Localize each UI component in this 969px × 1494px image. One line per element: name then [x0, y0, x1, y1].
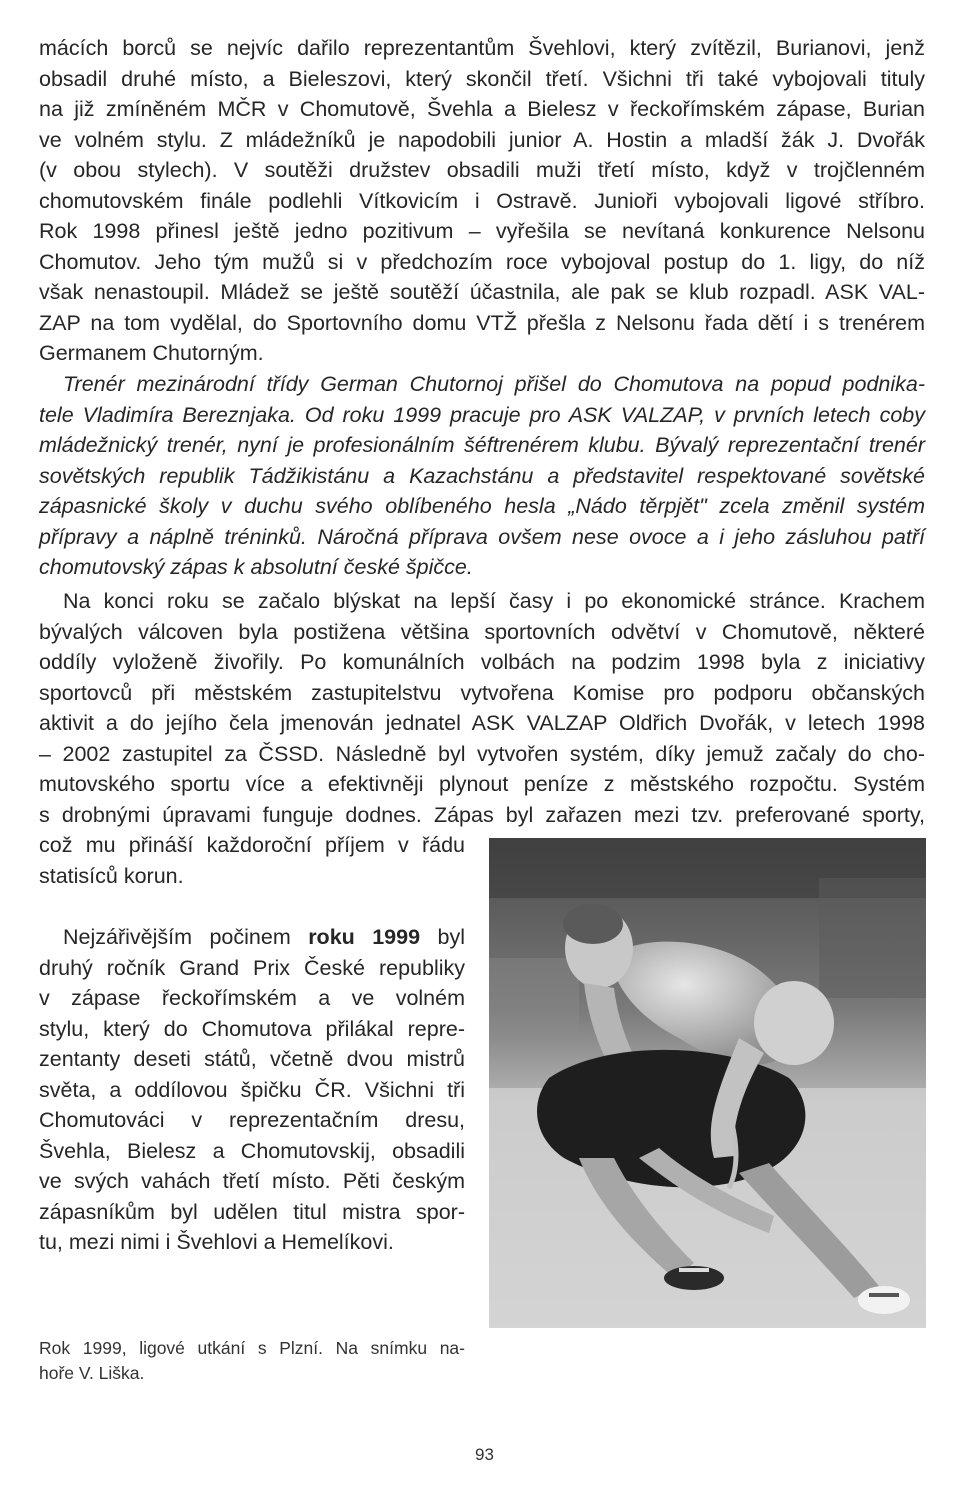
text-line: přípravy a náplně tréninků. Náročná příprava ovšem nese ovoce a i jeho zásluhou patří	[39, 524, 925, 549]
text-line: Švehla, Bielesz a Chomutovskij, obsadili	[39, 1138, 465, 1163]
text-line: oddíly vyloženě živořily. Po komunálních volbách na podzim 1998 byla z iniciativy	[39, 650, 925, 674]
text-line: v zápase řeckořímském a ve volném	[39, 986, 465, 1010]
text-line: Chomutov. Jeho tým mužů si v předchozím roce vybojoval postup do 1. ligy, do níž	[39, 249, 925, 274]
text-line: zápasnické školy v duchu svého oblíbeného hesla „Nádo těrpjět" zcela změnil systém	[39, 494, 925, 518]
text-line: na již zmíněném MČR v Chomutově, Švehla a Bielesz v řeckořímském zápase, Burian	[39, 97, 925, 121]
wrestling-photo	[489, 838, 926, 1328]
paragraph-1	[39, 33, 925, 369]
text-run: Nejzářivějším počinem	[63, 925, 309, 949]
text-line: tele Vladimíra Bereznjaka. Od roku 1999 pracuje pro ASK VALZAP, v prvních letech coby	[39, 402, 925, 427]
text-line: druhý ročník Grand Prix České republiky	[39, 955, 465, 980]
text-line: mutovského sportu více a efektivněji plynout peníze z městského rozpočtu. Systém	[39, 772, 925, 796]
text-line: což mu přináší každoroční příjem v řádu	[39, 833, 465, 857]
text-line: s drobnými úpravami funguje dodnes. Zápas byl zařazen mezi tzv. preferované sporty,	[39, 802, 925, 827]
text-line: bývalých válcoven byla postižena většina sportovních odvětví v Chomutově, některé	[39, 619, 925, 644]
text-line: tu, mezi nimi i Švehlovi a Hemelíkovi.	[39, 1230, 394, 1254]
caption-line: hoře V. Liška.	[39, 1363, 145, 1383]
text-line: – 2002 zastupitel za ČSSD. Následně byl vytvořen systém, díky jemuž začaly do cho-	[39, 741, 925, 766]
text-line: světa, a oddílovou špičku ČR. Všichni tři	[39, 1077, 465, 1102]
text-line: chomutovském finále podlehli Vítkovicím i Ostravě. Junioři vybojovali ligové stříbro.	[39, 188, 925, 213]
text-line: chomutovský zápas k absolutní české špičce.	[39, 555, 473, 579]
text-line: sportovců při městském zastupitelstvu vytvořena Komise pro podporu občanských	[39, 680, 925, 705]
text-line: statisíců korun.	[39, 863, 184, 888]
paragraph-4	[39, 922, 465, 1258]
text-line: ve volném stylu. Z mládežníků je napodobili junior A. Hostin a mladší žák J. Dvořák	[39, 127, 925, 152]
photo-caption	[39, 1336, 465, 1386]
wrestling-photo-illustration	[489, 838, 926, 1328]
text-line: obsadil druhé místo, a Bieleszovi, který skončil třetí. Všichni tři také vybojovali tituly	[39, 66, 925, 91]
text-line: stylu, který do Chomutova přilákal repre-	[39, 1016, 465, 1041]
text-line: aktivit a do jejího čela jmenován jednatel ASK VALZAP Oldřich Dvořák, v letech 1998	[39, 711, 925, 735]
text-line: Trenér mezinárodní třídy German Chutornoj přišel do Chomutova na popud podnika-	[63, 372, 925, 396]
text-line: sovětských republik Tádžikistánu a Kazachstánu a představitel respektované sovětské	[39, 463, 925, 488]
paragraph-3-continuation	[39, 830, 465, 891]
text-line: mácích borců se nejvíc dařilo reprezentantům Švehlovi, který zvítězil, Burianovi, jenž	[39, 36, 925, 60]
text-line: Na konci roku se začalo blýskat na lepší časy i po ekonomické stránce. Krachem	[63, 589, 925, 613]
caption-line: Rok 1999, ligové utkání s Plzní. Na snímku na-	[39, 1338, 465, 1358]
text-line: Rok 1998 přinesl ještě jedno pozitivum – vyřešila se nevítaná konkurence Nelsonu	[39, 219, 925, 243]
text-line: (v obou stylech). V soutěži družstev obsadili muži třetí místo, když v trojčlenném	[39, 158, 925, 182]
emphasis-year: roku 1999	[308, 925, 421, 949]
text-line: zentanty deseti států, včetně dvou mistrů	[39, 1047, 465, 1071]
text-line: zápasníkům byl udělen titul mistra spor-	[39, 1199, 465, 1224]
text-line: ZAP na tom vydělal, do Sportovního domu VTŽ přešla z Nelsonu řada dětí i s trenérem	[39, 310, 925, 335]
text-line: Chomutováci v reprezentačním dresu,	[39, 1108, 465, 1132]
text-line: Germanem Chutorným.	[39, 341, 264, 365]
text-line	[39, 922, 465, 953]
text-run: byl	[420, 925, 465, 949]
page-number: 93	[475, 1445, 494, 1464]
text-line: ve svých vahách třetí místo. Pěti českým	[39, 1169, 465, 1193]
paragraph-2-italic	[39, 369, 925, 583]
text-line: však nenastoupil. Mládež se ještě soutěží účastnila, ale pak se klub rozpadl. ASK VAL-	[39, 280, 925, 304]
text-line: mládežnický trenér, nyní je profesionálním šéftrenérem klubu. Bývalý reprezentační trenér	[39, 433, 925, 457]
paragraph-3	[39, 586, 925, 830]
